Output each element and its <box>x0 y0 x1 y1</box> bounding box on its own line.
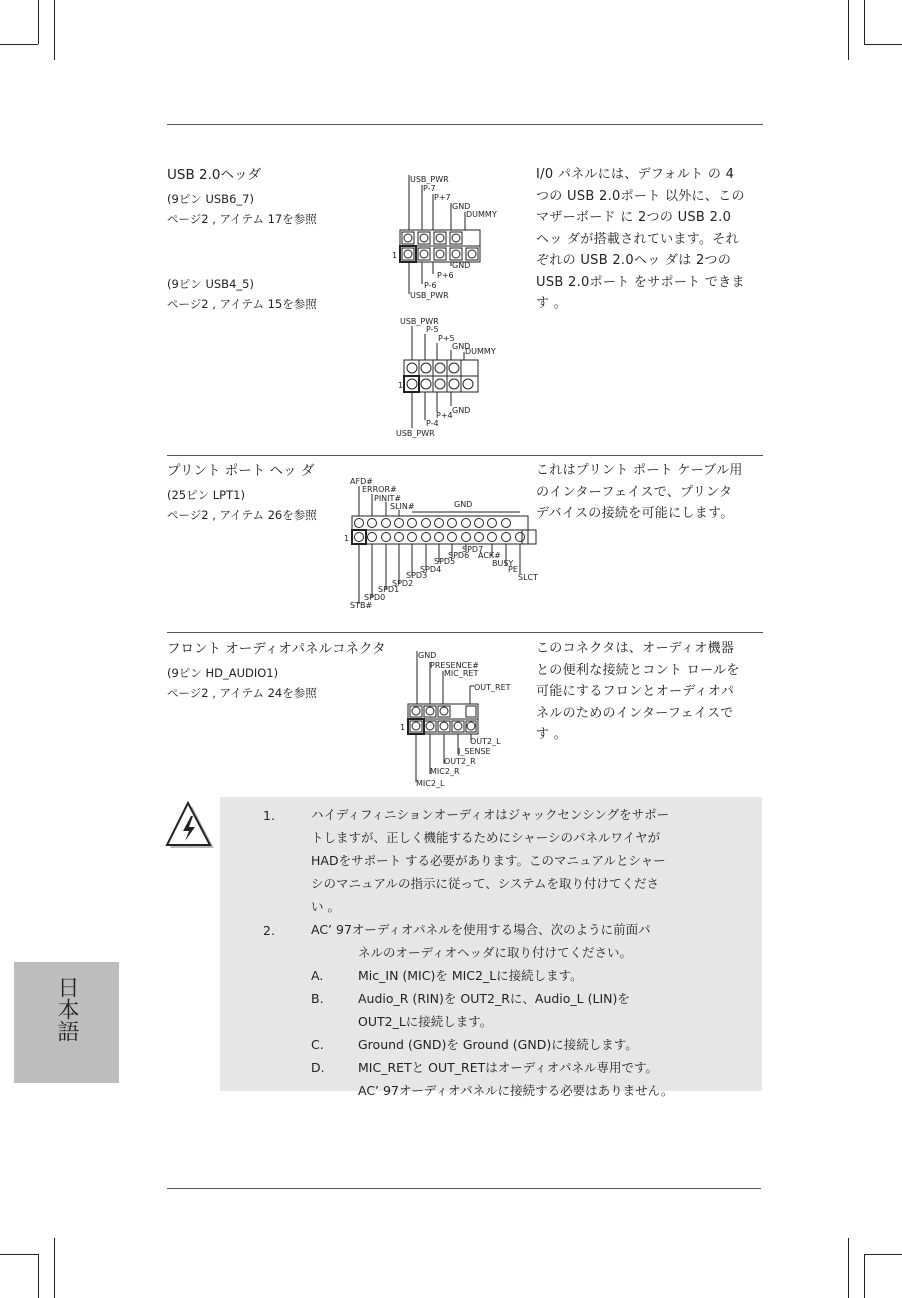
section-description: このコネクタは、オーディオ機器 との便利な接続とコント ロールを 可能にするフロンとオーディオパ ネルのためのインターフェイスで す 。 <box>536 641 740 742</box>
label: GND <box>452 406 471 415</box>
footer-rule <box>167 1188 761 1189</box>
note-2-text-cont: ネルのオーディオヘッダに取り付けてください。 <box>358 945 633 960</box>
section-ref-2: ページ2 , アイテム 15を参照 <box>167 297 317 311</box>
label: P+7 <box>434 193 451 202</box>
label: USB_PWR <box>396 429 435 438</box>
label: GND <box>452 342 471 351</box>
section-ref: ページ2 , アイテム 24を参照 <box>167 686 317 700</box>
label: OUT2_L <box>470 737 501 746</box>
label: USB_PWR <box>410 175 449 184</box>
label: GND <box>454 500 473 509</box>
note-item-text: Ground (GND)を Ground (GND)に接続します。 <box>358 1037 638 1052</box>
hd-audio-header-diagram <box>394 646 524 794</box>
warning-icon <box>166 802 216 850</box>
usb67-header-diagram <box>390 170 520 306</box>
label: P-4 <box>426 419 439 428</box>
label: SPD4 <box>420 565 442 574</box>
note-item-text: MIC_RETと OUT_RETはオーディオパネル専用です。 AC’ 97オーディオパネルに接続する必要はありません。 <box>358 1060 674 1098</box>
note-number: 2. <box>263 923 275 938</box>
label: SPD6 <box>448 551 470 560</box>
label: P-7 <box>423 184 436 193</box>
section-pins: (9ピン USB6_7) <box>167 192 254 206</box>
pin1-label: 1 <box>344 534 350 543</box>
section-pins: (25ピン LPT1) <box>167 488 245 502</box>
section-title: USB 2.0ヘッダ <box>167 167 261 183</box>
label: SPD0 <box>364 593 386 602</box>
label: P+5 <box>438 334 455 343</box>
label: SPD7 <box>462 545 484 554</box>
label: PINIT# <box>374 494 402 503</box>
label: SPD2 <box>392 579 414 588</box>
note-2-text: AC’ 97オーディオパネルを使用する場合、次のように前面パ <box>311 922 651 937</box>
label: MIC2_L <box>416 779 445 788</box>
note-1-text: ハイディフィニションオーディオはジャックセンシングをサポー トしますが、正しく機能するためにシャーシのパネルワイヤが HADをサポート する必要があります。このマニュアルとシャー シのマニュアルの指示に従って、システムを取り付けてくださ い 。 <box>311 807 670 914</box>
label: GND <box>452 202 471 211</box>
label: SPD3 <box>406 571 428 580</box>
label: GND <box>452 261 471 270</box>
section-ref: ページ2 , アイテム 26を参照 <box>167 508 317 522</box>
label: ACK# <box>478 551 501 560</box>
label: DUMMY <box>465 347 496 356</box>
label: SPD1 <box>378 585 400 594</box>
label: P-6 <box>424 281 437 290</box>
label: GND <box>418 651 437 660</box>
label: P-5 <box>426 325 439 334</box>
section-ref: ページ2 , アイテム 17を参照 <box>167 212 317 226</box>
pin1-label: 1 <box>392 251 398 260</box>
label: SPD5 <box>434 557 456 566</box>
section-pins: (9ピン HD_AUDIO1) <box>167 666 279 680</box>
label: SLCT <box>518 573 539 582</box>
label: OUT2_R <box>444 757 476 766</box>
label: OUT_RET <box>474 683 511 692</box>
label: P+6 <box>437 271 454 280</box>
label: P+4 <box>436 411 453 420</box>
section-divider <box>167 455 763 456</box>
label: AFD# <box>350 477 373 486</box>
section-title: プリント ポート ヘッ ダ <box>167 463 315 479</box>
language-tab[interactable] <box>14 962 119 1083</box>
label: SLIN# <box>390 502 415 511</box>
note-item-letter: C. <box>311 1037 324 1052</box>
pin1-label: 1 <box>398 381 404 390</box>
section-pins-2: (9ピン USB4_5) <box>167 277 254 291</box>
label: MIC2_R <box>430 767 460 776</box>
usb45-header-diagram <box>392 312 522 448</box>
note-item-text: Audio_R (RIN)を OUT2_Rに、Audio_L (LIN)を OUT2_Lに接続します。 <box>358 991 630 1029</box>
section-description: これはプリント ポート ケーブル用 のインターフェイスで、プリンタ デバイスの接続を可能にします。 <box>536 463 743 521</box>
label: USB_PWR <box>410 291 449 300</box>
lpt-header-diagram <box>344 474 544 614</box>
section-description: I/0 パネルには、デフォルト の 4 つの USB 2.0ポート 以外に、この マザーボード に 2つの USB 2.0 ヘッ ダが搭載されています。それ ぞれの USB 2.0ヘッ ダは 2つの USB 2.0ポート をサポート できま す 。 <box>536 167 745 311</box>
section-title: フロント オーディオパネルコネクタ <box>167 641 386 657</box>
label: STB# <box>350 601 373 610</box>
label: USB_PWR <box>400 317 439 326</box>
label: MIC_RET <box>444 669 479 678</box>
note-item-text: Mic_IN (MIC)を MIC2_Lに接続します。 <box>358 968 583 983</box>
label: ERROR# <box>362 485 397 494</box>
header-rule <box>167 124 763 125</box>
note-number: 1. <box>263 808 275 823</box>
note-item-letter: D. <box>311 1060 325 1075</box>
note-item-letter: B. <box>311 991 324 1006</box>
label: J_SENSE <box>458 747 491 756</box>
label: DUMMY <box>466 210 497 219</box>
note-item-letter: A. <box>311 968 324 983</box>
label: BUSY <box>492 559 514 568</box>
section-divider <box>167 632 763 633</box>
label: PRESENCE# <box>430 661 479 670</box>
language-tab-label: 日本語 <box>54 976 79 1042</box>
pin1-label: 1 <box>400 723 406 732</box>
label: PE <box>508 565 518 574</box>
